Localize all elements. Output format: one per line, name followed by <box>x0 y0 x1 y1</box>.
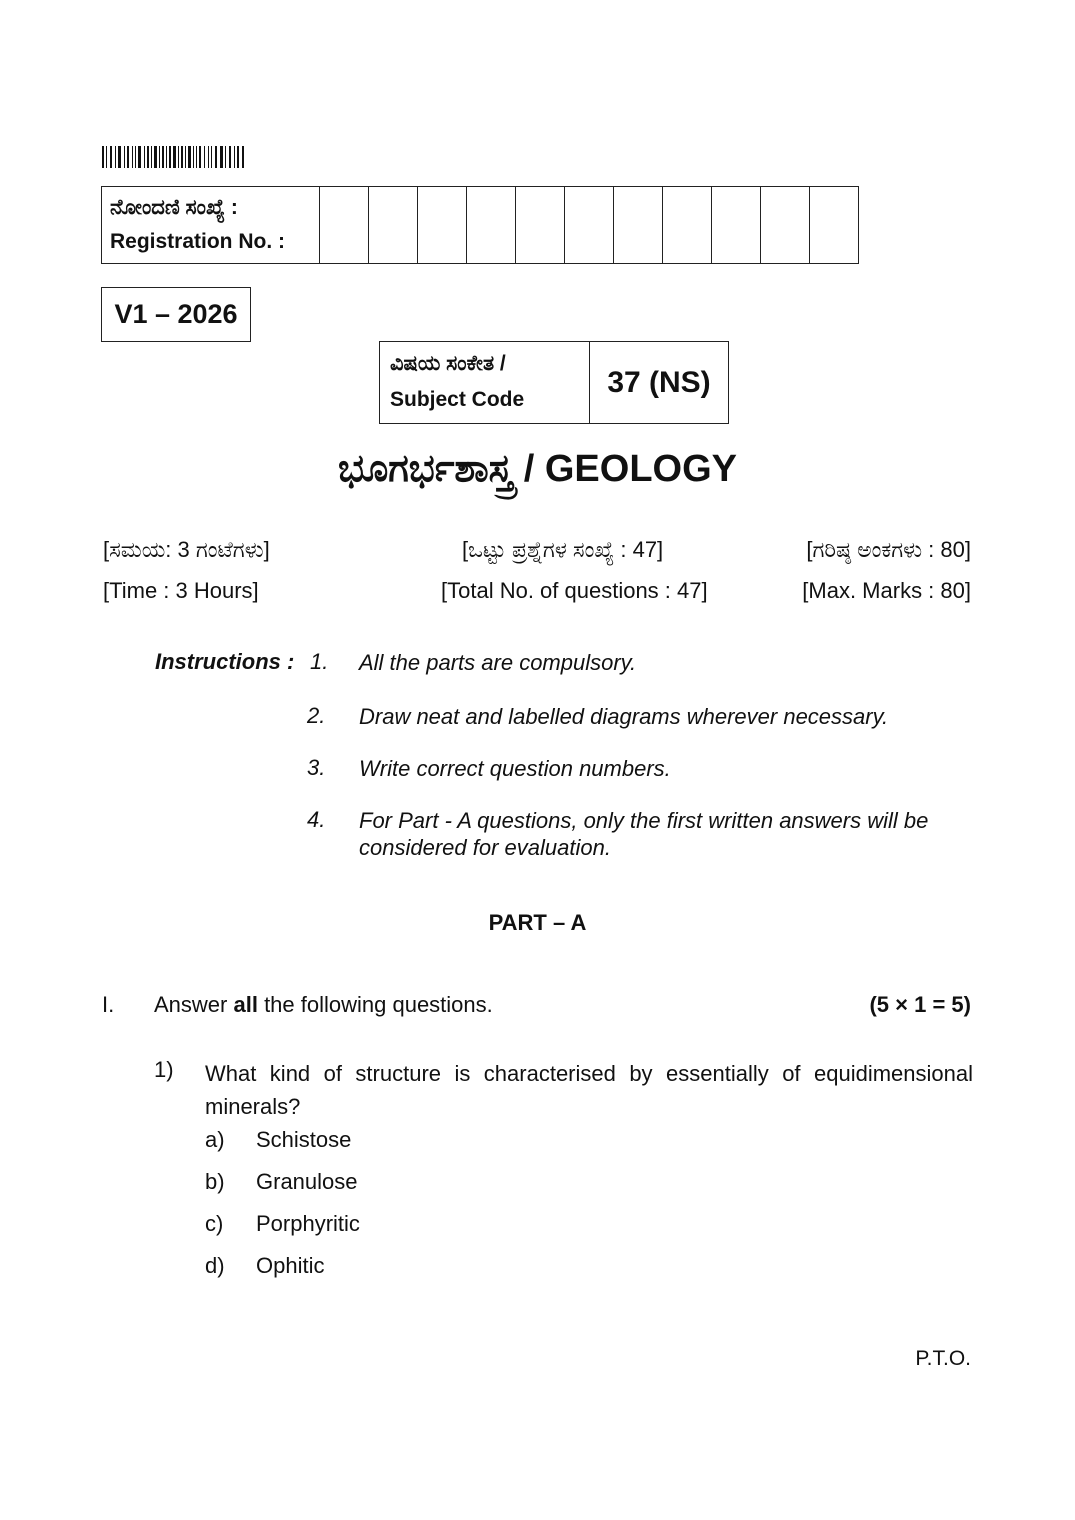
section-text-start: Answer <box>154 992 234 1017</box>
instruction-text: For Part - A questions, only the first written answers will be considered for evaluation. <box>359 808 929 860</box>
instruction-text: Write correct question numbers. <box>359 756 671 781</box>
max-marks-kannada: [ಗರಿಷ್ಠ ಅಂಕಗಳು : 80] <box>806 537 971 562</box>
instruction-number: 1. <box>310 649 329 674</box>
version-code: V1 – 2026 <box>101 287 251 342</box>
part-title: PART – A <box>488 910 587 935</box>
registration-digit-box[interactable] <box>663 187 712 263</box>
subject-code-box <box>379 341 729 424</box>
registration-digit-box[interactable] <box>369 187 418 263</box>
registration-label <box>102 187 320 263</box>
registration-label-english: Registration No. : <box>110 230 286 253</box>
paper-title: ಭೂಗರ್ಭಶಾಸ್ತ್ರ / GEOLOGY <box>338 448 737 490</box>
subject-code-label <box>380 342 590 423</box>
total-questions-kannada: [ಒಟ್ಟು ಪ್ರಶ್ನೆಗಳ ಸಂಖ್ಯೆ : 47] <box>462 537 664 562</box>
section-text-end: the following questions. <box>257 992 493 1017</box>
registration-number-boxes <box>320 187 858 263</box>
subject-code-value: 37 (NS) <box>607 365 711 399</box>
option-text: Porphyritic <box>256 1211 360 1236</box>
time-kannada: [ಸಮಯ: 3 ಗಂಟೆಗಳು] <box>103 537 270 562</box>
registration-table <box>101 186 859 264</box>
registration-digit-box[interactable] <box>712 187 761 263</box>
registration-digit-box[interactable] <box>565 187 614 263</box>
registration-label-kannada: ನೋಂದಣಿ ಸಂಖ್ಯೆ : <box>110 196 238 219</box>
registration-digit-box[interactable] <box>614 187 663 263</box>
total-questions-english: [Total No. of questions : 47] <box>441 578 708 603</box>
instruction-number: 3. <box>307 755 326 780</box>
instructions-heading: Instructions : <box>155 649 295 674</box>
option-text: Ophitic <box>256 1253 325 1278</box>
subject-code-label-kannada: ವಿಷಯ ಸಂಕೇತ / <box>390 352 506 375</box>
section-instruction <box>154 992 493 1018</box>
instruction-number: 4. <box>307 807 326 832</box>
option-text: Schistose <box>256 1127 352 1152</box>
registration-digit-box[interactable] <box>516 187 565 263</box>
registration-digit-box[interactable] <box>761 187 810 263</box>
option-letter: d) <box>205 1253 225 1278</box>
please-turn-over: P.T.O. <box>915 1347 971 1370</box>
registration-digit-box[interactable] <box>320 187 369 263</box>
instruction-number: 2. <box>307 703 326 728</box>
instruction-text: All the parts are compulsory. <box>359 650 637 675</box>
barcode <box>102 146 247 168</box>
max-marks-english: [Max. Marks : 80] <box>802 578 971 603</box>
registration-digit-box[interactable] <box>810 187 858 263</box>
section-text-emphasis: all <box>233 992 258 1017</box>
registration-digit-box[interactable] <box>418 187 467 263</box>
option-letter: b) <box>205 1169 225 1194</box>
option-letter: c) <box>205 1211 224 1236</box>
subject-code-label-english: Subject Code <box>390 388 525 411</box>
option-letter: a) <box>205 1127 225 1152</box>
question-text: What kind of structure is characterised by essentially of equidimensional minerals? <box>205 1061 973 1119</box>
instruction-text: Draw neat and labelled diagrams wherever necessary. <box>359 704 889 729</box>
time-english: [Time : 3 Hours] <box>103 578 259 603</box>
question-number: 1) <box>154 1057 174 1082</box>
section-marks: (5 × 1 = 5) <box>869 992 971 1017</box>
registration-digit-box[interactable] <box>467 187 516 263</box>
section-number: I. <box>102 992 115 1017</box>
option-text: Granulose <box>256 1169 358 1194</box>
